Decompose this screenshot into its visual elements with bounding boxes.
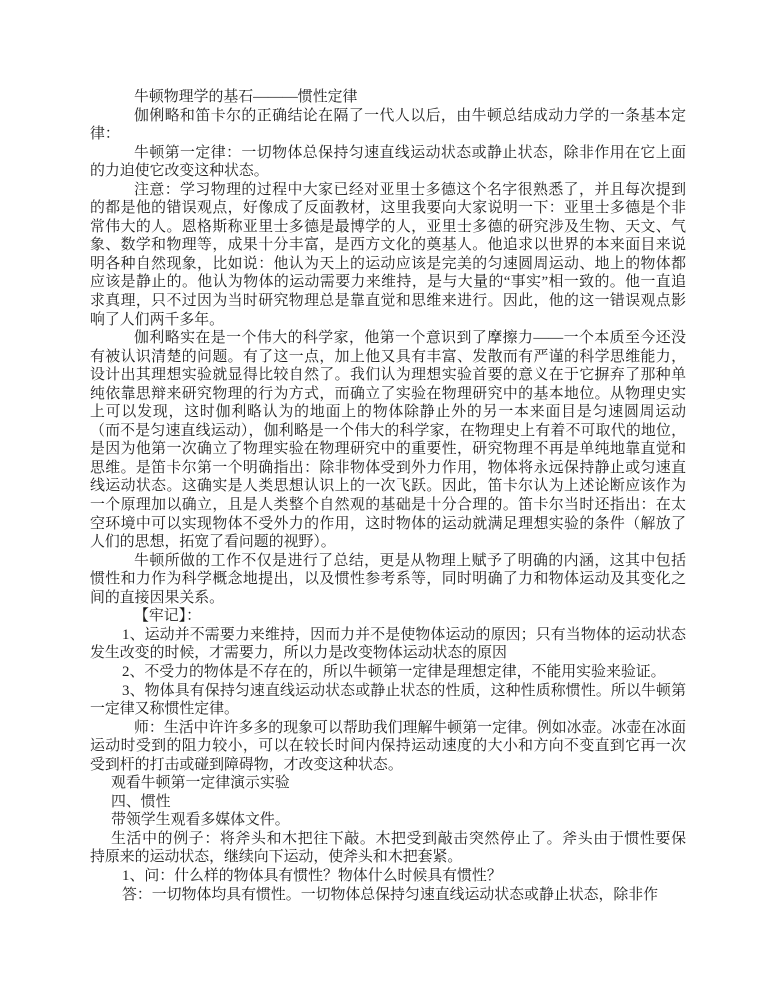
text-line: 受到杆的打击或碰到障碍物，才改变这种状态。 bbox=[90, 756, 403, 773]
paragraph-activity bbox=[90, 811, 686, 830]
text-line: 答：一切物体均具有惯性。一切物体总保持匀速直线运动状态或静止状态，除非作 bbox=[122, 886, 659, 903]
text-line: 人们的思想，拓宽了看问题的视野）。 bbox=[90, 534, 336, 551]
paragraph-body bbox=[90, 552, 686, 608]
paragraph-question bbox=[90, 867, 686, 886]
paragraph-activity bbox=[90, 774, 686, 793]
text-line: 一定律又称惯性定律。 bbox=[90, 701, 239, 718]
text-line: 的都是他的错误观点，好像成了反面教材，这里我要向大家说明一下：亚里士多德是个非 bbox=[90, 200, 686, 217]
text-line: 纯依靠思辩来研究物理的行为方式，而确立了实验在物理研究中的基本地位。从物理史实 bbox=[90, 385, 686, 402]
text-line: 一个原理加以确立，且是人类整个自然观的基础是十分合理的。笛卡尔当时还指出：在太 bbox=[90, 497, 686, 514]
paragraph-body bbox=[90, 144, 686, 181]
text-line: 持原来的运动状态，继续向下运动，使斧头和木把套紧。 bbox=[90, 849, 463, 866]
text-line: 设计出其理想实验就显得比较自然了。我们认为理想实验首要的意义在于它摒弃了那种单 bbox=[90, 367, 686, 384]
text-line: 1、运动并不需要力来维持，因而力并不是使物体运动的原因；只有当物体的运动状态 bbox=[122, 626, 686, 643]
paragraph-body bbox=[90, 329, 686, 552]
text-line: 伽利略实在是一个伟大的科学家，他第一个意识到了摩擦力——一个本质至今还没 bbox=[134, 330, 686, 347]
text-line: 1、问：什么样的物体具有惯性？物体什么时候具有惯性？ bbox=[122, 867, 502, 884]
paragraph-body bbox=[90, 107, 686, 144]
text-line: 的力迫使它改变这种状态。 bbox=[90, 163, 269, 180]
text-line: 有被认识清楚的问题。有了这一点，加上他又具有丰富、发散而有严谨的科学思维能力， bbox=[90, 348, 686, 365]
paragraph-list-item bbox=[90, 663, 686, 682]
text-line: （而不是匀速直线运动），伽利略是一个伟大的科学家，在物理史上有着不可取代的地位， bbox=[90, 422, 686, 439]
paragraph-body bbox=[90, 181, 686, 329]
text-line: 师：生活中许许多多的现象可以帮助我们理解牛顿第一定律。例如冰壶。冰壶在冰面 bbox=[134, 719, 686, 736]
text-line: 发生改变的时候，才需要力，所以力是改变物体运动状态的原因 bbox=[90, 645, 507, 662]
text-line: 四、惯性 bbox=[111, 793, 171, 810]
text-line: 思维。是笛卡尔第一个明确指出：除非物体受到外力作用，物体将永远保持静止或匀速直 bbox=[90, 459, 686, 476]
paragraph-section-heading bbox=[90, 793, 686, 812]
text-line: 牛顿第一定律：一切物体总保持匀速直线运动状态或静止状态，除非作用在它上面 bbox=[134, 144, 686, 161]
text-line: 观看牛顿第一定律演示实验 bbox=[111, 775, 290, 792]
text-line: 线运动状态。这确实是人类思想认识上的一次飞跃。因此，笛卡尔认为上述论断应该作为 bbox=[90, 478, 686, 495]
text-line: 牛顿所做的工作不仅是进行了总结，更是从物理上赋予了明确的内涵，这其中包括 bbox=[134, 552, 686, 569]
paragraph-list-item bbox=[90, 626, 686, 663]
text-line: 律： bbox=[90, 126, 120, 143]
text-line: 2、不受力的物体是不存在的，所以牛顿第一定律是理想定律，不能用实验来验证。 bbox=[122, 663, 666, 680]
text-line: 生活中的例子：将斧头和木把往下敲。木把受到敲击突然停止了。斧头由于惯性要保 bbox=[111, 830, 686, 847]
text-line: 是因为他第一次确立了物理实验在物理研究中的重要性，研究物理不再是单纯地靠直觉和 bbox=[90, 441, 686, 458]
paragraph-marker bbox=[90, 607, 686, 626]
text-line: 间的直接因果关系。 bbox=[90, 589, 225, 606]
text-line: 求真理，只不过因为当时研究物理总是靠直觉和思维来进行。因此，他的这一错误观点影 bbox=[90, 293, 686, 310]
document-title bbox=[90, 88, 686, 107]
text-line: 伽俐略和笛卡尔的正确结论在隔了一代人以后，由牛顿总结成动力学的一条基本定 bbox=[134, 107, 686, 124]
text-line: 惯性和力作为科学概念地提出，以及惯性参考系等，同时明确了力和物体运动及其变化之 bbox=[90, 571, 686, 588]
document-text bbox=[90, 88, 686, 904]
paragraph-list-item bbox=[90, 682, 686, 719]
text-line: 响了人们两千多年。 bbox=[90, 311, 225, 328]
text-line: 常伟大的人。恩格斯称亚里士多德是最博学的人，亚里士多德的研究涉及生物、天文、气 bbox=[90, 218, 686, 235]
paragraph-answer bbox=[90, 886, 686, 905]
text-line: 空环境中可以实现物体不受外力的作用，这时物体的运动就满足理想实验的条件（解放了 bbox=[90, 515, 686, 532]
paragraph-teacher-note bbox=[90, 719, 686, 775]
text-line: 注意：学习物理的过程中大家已经对亚里士多德这个名字很熟悉了，并且每次提到 bbox=[134, 181, 686, 198]
text-line: 3、物体具有保持匀速直线运动状态或静止状态的性质，这种性质称惯性。所以牛顿第 bbox=[122, 682, 686, 699]
paragraph-example bbox=[90, 830, 686, 867]
text-line: 运动时受到的阻力较小，可以在较长时间内保持运动速度的大小和方向不变直到它再一次 bbox=[90, 738, 686, 755]
text-line: 明各种自然现象，比如说：他认为天上的运动应该是完美的匀速圆周运动、地上的物体都 bbox=[90, 255, 686, 272]
text-line: 【牢记】： bbox=[134, 608, 202, 625]
text-line: 应该是静止的。他认为物体的运动需要力来维持，是与大量的“事实”相一致的。他一直追 bbox=[90, 274, 686, 291]
text-line: 带领学生观看多媒体文件。 bbox=[111, 812, 290, 829]
text-line: 象、数学和物理等，成果十分丰富，是西方文化的奠基人。他追求以世界的本来面目来说 bbox=[90, 237, 686, 254]
text-line: 上可以发现，这时伽利略认为的地面上的物体除静止外的另一本来面目是匀速圆周运动 bbox=[90, 404, 686, 421]
text-line: 牛顿物理学的基石———惯性定律 bbox=[134, 89, 358, 105]
